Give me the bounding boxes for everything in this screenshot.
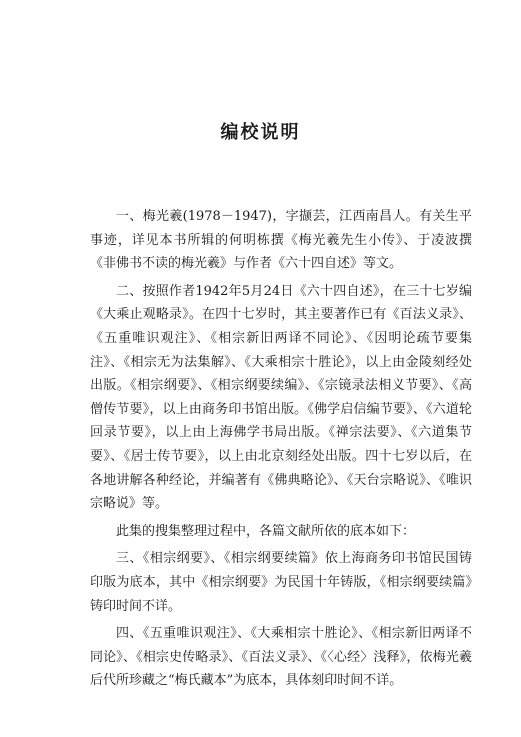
page-title: 编校说明 [220,122,301,143]
paragraph-5: 四、《五重唯识观注》、《大乘相宗十胜论》、《相宗新旧两译不同论》、《相宗史传略录》、《百法义录》、《〈心经〉浅释》，依梅光羲后代所珍藏之“梅氏藏本”为底本，具体刻印时间不详。 [90,626,472,689]
paragraph-2: 二、按照作者1942年5月24日《六十四自述》，在三十七岁编《大乘止观略录》。在四十七岁时，其主要著作已有《百法义录》、《五重唯识观注》、《相宗新旧两译不同论》、《因明论疏节要集注》、《相宗无为法集解》、《大乘相宗十胜论》，以上由金陵刻经处出版。《相宗纲要》、《相宗纲要续编》、《宗镜录法相义节要》、《高僧传节要》，以上由商务印书馆出版。《佛学启信编节要》、《六道轮回录节要》，以上由上海佛学书局出版。《禅宗法要》、《六道集节要》、《居士传节要》，以上由北京刻经处出版。四十七岁以后，在各地讲解各种经论，并编著有《佛典略论》、《天台宗略说》、《唯识宗略说》等。 [90,283,472,512]
document-body [90,205,472,697]
paragraph-3: 此集的搜集整理过程中，各篇文献所依的底本如下： [116,523,416,539]
paragraph-4: 三、《相宗纲要》、《相宗纲要续篇》依上海商务印书馆民国铸印版为底本，其中《相宗纲要》为民国十年铸版，《相宗纲要续篇》铸印时间不详。 [90,551,472,614]
paragraph-1: 一、梅光羲(1978－1947)，字撷芸，江西南昌人。有关生平事迹，详见本书所辑的何明栋撰《梅光羲先生小传》、于凌波撰《非佛书不读的梅光羲》与作者《六十四自述》等文。 [90,209,472,272]
